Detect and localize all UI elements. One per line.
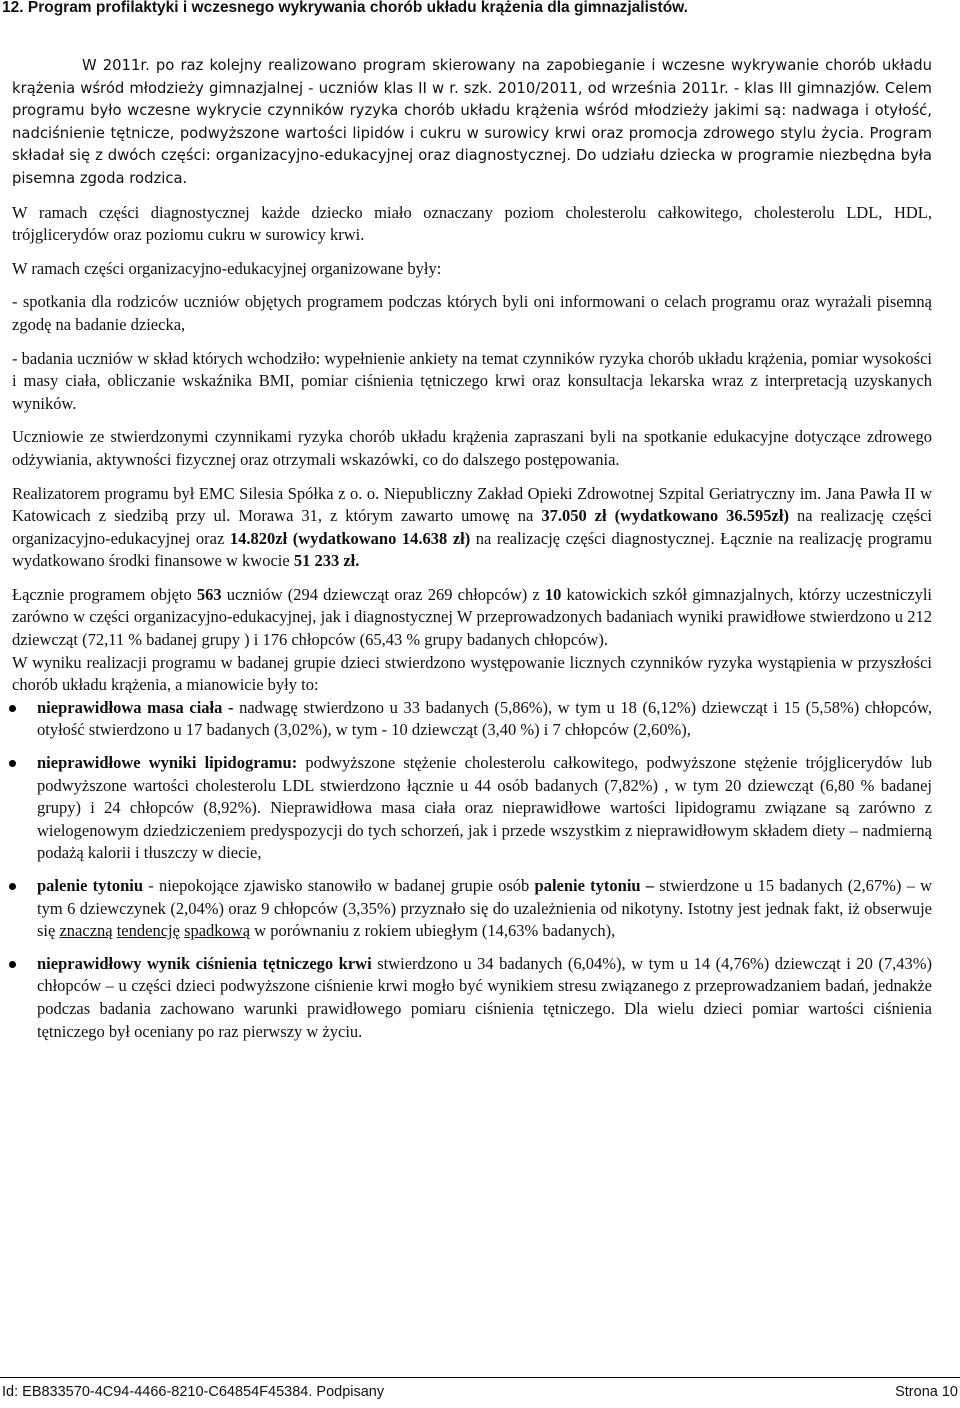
- invitation-paragraph: Uczniowie ze stwierdzonymi czynnikami ryzyka chorób układu krążenia zapraszani byli na spotkanie edukacyjne dotyczące zdrowego odżywiania, aktywności fizycznej oraz otrzymali wskazówki, co do dalszego postępowania.: [12, 427, 932, 469]
- underlined-word: znaczną: [59, 921, 113, 941]
- intro-part1: W 2011r. po raz kolejny realizowano program skierowany na zapobieganie i wczesne wykrywanie chorób układu krążenia wśród młodzieży gimnazjalnej - uczniów klas II w r. szk. 2010/2011, od września 2011r. - klas III gimnazjów.: [12, 57, 932, 97]
- total-schools: 10: [544, 584, 562, 604]
- bullet-icon: [9, 705, 16, 712]
- bullet-title: palenie tytoniu: [37, 876, 144, 895]
- page-number: Strona 10: [895, 1384, 958, 1400]
- total-text-3: katowickich szkół gimnazjalnych, którzy uczestniczyli zarówno w części organizacyjno-edukacyjnej, jak i diagnostycznej W przeprowadzonych badaniach wyniki prawidłowe stwierdzono u 212 dziewcząt (72,11 % badanej grupy ) i 176 chłopców (65,43 % grupy badanych chłopców).: [12, 584, 932, 650]
- bullet-text: nadwagę stwierdzono u 33 badanych (5,86%), w tym u 18 (6,12%) dziewcząt i 15 (5,58%) chłopców, otyłość stwierdzono u 17 badanych (3,02%), w tym - 10 dziewcząt (3,40 %) i 7 chłopców (2,60%),: [37, 697, 932, 740]
- risk-factor-list: [12, 697, 932, 1043]
- bullet-icon: [9, 883, 16, 890]
- document-body: [12, 55, 932, 1053]
- document-id: Id: EB833570-4C94-4466-8210-C64854F45384. Podpisany: [2, 1384, 385, 1400]
- total-paragraph: [12, 584, 932, 652]
- bullet-text: w porównaniu z rokiem ubiegłym (14,63% badanych),: [250, 921, 616, 941]
- result-paragraph: W wyniku realizacji programu w badanej grupie dzieci stwierdzono występowanie licznych czynników ryzyka wystąpienia w przyszłości chorób układu krążenia, a mianowicie były to:: [12, 652, 932, 695]
- realizer-text-3: na realizację części diagnostycznej. Łącznie na realizację programu wydatkowano środki finansowe w kwocie: [12, 528, 932, 571]
- bullet-text: stwierdzone u 15 badanych (2,67%) – w tym 6 dziewczynek (2,04%) oraz 9 chłopców (3,35%) przyznało się do uzależnienia od nikotyny. Istotny jest jednak fakt, iż obserwuje się: [37, 876, 932, 941]
- page-footer: [2, 1384, 958, 1404]
- intro-part2: Celem programu było wczesne wykrycie czynników ryzyka chorób układu krążenia wśród młodzieży jakimi są: nadwaga i otyłość, nadciśnienie tętnicze, podwyższone wartości lipidów i cukru w surowicy krwi oraz promocja zdrowego stylu życia. Program składał się z dwóch części: organizacyjno-edukacyjnej oraz diagnostycznej. Do udziału dziecka w programie niezbędna była pisemna zgoda rodzica.: [12, 79, 932, 187]
- list-item-lipidogram: [12, 752, 932, 865]
- bullet-icon: [9, 760, 16, 767]
- total-text-1: Łącznie programem objęto: [12, 584, 197, 604]
- realizer-text-2: na realizację części organizacyjno-edukacyjnej oraz: [12, 506, 932, 548]
- intro-paragraph: [12, 55, 932, 191]
- bullet-title: nieprawidłowa masa ciała -: [37, 697, 234, 717]
- total-students: 563: [196, 584, 222, 604]
- realizer-amount-diag: 14.820zł (wydatkowano 14.638 zł): [229, 528, 471, 548]
- realizer-amount-total: 51 233 zł.: [293, 551, 360, 571]
- bullet-text: - niepokojące zjawisko stanowiło w badanej grupie osób: [143, 876, 535, 895]
- bullet-icon: [9, 961, 16, 968]
- list-item-smoking: [12, 875, 932, 943]
- bullet-title-repeat: palenie tytoniu –: [534, 876, 655, 895]
- org-item-examinations: - badania uczniów w skład których wchodziło: wypełnienie ankiety na temat czynników ryzyka chorób układu krążenia, pomiar wysokości i masy ciała, obliczanie wskaźnika BMI, pomiar ciśnienia tętniczego krwi oraz konsultacja lekarska wraz z interpretacją uzyskanych wyników.: [12, 348, 932, 413]
- bullet-title: nieprawidłowe wyniki lipidogramu:: [37, 753, 298, 773]
- bullet-text: podwyższone stężenie cholesterolu całkowitego, podwyższone stężenie trójglicerydów lub podwyższone wartości cholesterolu LDL stwierdzono łącznie u 44 osób badanych (7,82%) , w tym 20 dziewcząt (6,80 % badanej grupy) i 24 chłopców (8,92%). Nieprawidłowa masa ciała oraz nieprawidłowe wartości lipidogramu związane są zarówno z wielogenowym dziedziczeniem predyspozycji do tych schorzeń, jak i przede wszystkim z nieprawidłowym składem diety – nadmierną podażą kalorii i tłuszczy w diecie,: [37, 753, 932, 863]
- underlined-word: spadkową: [184, 921, 251, 941]
- diagnostic-paragraph: W ramach części diagnostycznej każde dziecko miało oznaczany poziom cholesterolu całkowitego, cholesterolu LDL, HDL, trójglicerydów oraz poziomu cukru w surowicy krwi.: [12, 202, 932, 245]
- section-heading: 12. Program profilaktyki i wczesnego wykrywania chorób układu krążenia dla gimnazjalistów.: [2, 0, 688, 16]
- list-item-blood-pressure: [12, 953, 932, 1043]
- bullet-text: stwierdzono u 34 badanych (6,04%), w tym u 14 (4,76%) dziewcząt i 20 (7,43%) chłopców – u części dzieci podwyższone ciśnienie krwi mogło być wynikiem stresu związanego z przeprowadzaniem badań, jednakże podczas badania zachowano warunki prawidłowego pomiaru ciśnienia tętniczego. Dla wielu dzieci pomiar wartości ciśnienia tętniczego był oceniany po raz pierwszy w życiu.: [37, 953, 932, 1041]
- total-text-2: uczniów (294 dziewcząt oraz 269 chłopców) z: [221, 584, 545, 604]
- org-intro-paragraph: W ramach części organizacyjno-edukacyjnej organizowane były:: [12, 258, 442, 278]
- realizer-text-1: Realizatorem programu był EMC Silesia Spółka z o. o. Niepubliczny Zakład Opieki Zdrowotnej Szpital Geriatryczny im. Jana Pawła II w Katowicach z siedzibą przy ul. Morawa 31, z którym zawarto umowę na: [12, 483, 932, 526]
- org-item-meetings: - spotkania dla rodziców uczniów objętych programem podczas których byli oni informowani o celach programu oraz wyrażali pisemną zgodę na badanie dziecka,: [12, 292, 932, 334]
- realizer-amount-org: 37.050 zł (wydatkowano 36.595zł): [541, 506, 789, 526]
- underlined-word: tendencję: [116, 921, 180, 941]
- bullet-title: nieprawidłowy wynik ciśnienia tętniczego krwi: [37, 953, 372, 973]
- list-item-body-mass: [12, 697, 932, 742]
- realizer-paragraph: [12, 483, 932, 573]
- footer-divider: [0, 1377, 960, 1378]
